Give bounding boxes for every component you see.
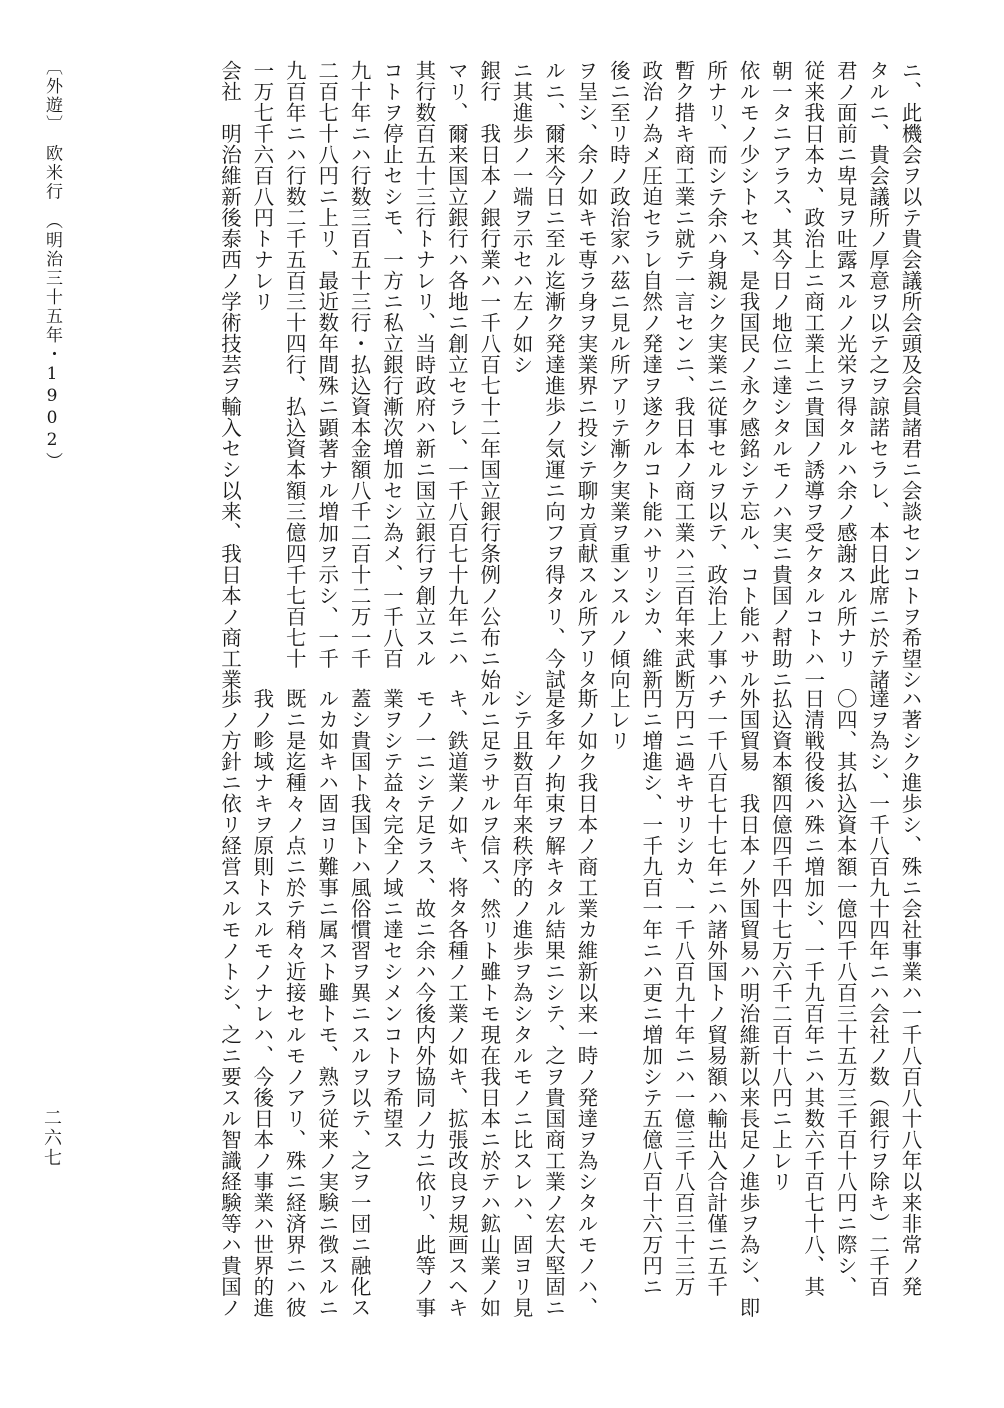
top-text-block [96, 60, 926, 690]
text-column: 銀行 我日本ノ銀行業ハ一千八百七十二年国立銀行条例ノ公布ニ始 [476, 60, 501, 690]
text-column: ルカ如キハ固ヨリ難事ニ属スト雖トモ、熟ラ従来ノ実験ニ徴スルニ [314, 688, 339, 1318]
text-column: 二百七十八円ニ上リ、最近数年間殊ニ顕著ナル増加ヲ示シ、一千 [314, 60, 339, 669]
text-column: 日清戦役後ハ殊ニ増加シ、一千九百年ニハ其数六千百七十八、其 [800, 688, 825, 1297]
text-column: シテ且数百年来秩序的ノ進歩ヲ為シタルモノニ比スレハ、固ヨリ見 [509, 688, 534, 1318]
text-column: コトヲ停止セシモ、一方ニ私立銀行漸次増加セシ為メ、一千八百 [379, 60, 404, 669]
text-column: キ、鉄道業ノ如キ、将タ各種ノ工業ノ如キ、拡張改良ヲ規画スヘキ [444, 688, 469, 1318]
text-column: 一万七千六百八円トナレリ [249, 60, 274, 312]
text-column: 其行数百五十三行トナレリ、当時政府ハ新ニ国立銀行ヲ創立スル [411, 60, 436, 669]
text-column: 斯ノ如ク我日本ノ商工業カ維新以来一時ノ発達ヲ為シタルモノハ、 [573, 688, 598, 1318]
header-title: 欧米行 [42, 144, 62, 202]
text-column: 九百年ニハ行数二千五百三十四行、払込資本額三億四千七百七十 [282, 60, 307, 669]
text-column: 外国貿易 我日本ノ外国貿易ハ明治維新以来長足ノ進歩ヲ為シ、即 [735, 688, 760, 1318]
text-column: ルニ、爾来今日ニ至ル迄漸ク発達進歩ノ気運ニ向フヲ得タリ、今試 [541, 60, 566, 690]
text-column: 是多年ノ拘束ヲ解キタル結果ニシテ、之ヲ貴国商工業ノ宏大堅固ニ [541, 688, 566, 1318]
running-header [40, 58, 65, 471]
text-column: 歩ノ方針ニ依リ経営スルモノトシ、之ニ要スル智識経験等ハ貴国ノ [217, 688, 242, 1318]
text-column: タルニ、貴会議所ノ厚意ヲ以テ之ヲ諒諾セラレ、本日此席ニ於テ諸 [865, 60, 890, 690]
text-column: 払込資本額四億四千四十七万六千二百十八円ニ上レリ [768, 688, 793, 1192]
text-column: 業ヲシテ益々完全ノ域ニ達セシメンコトヲ希望ス [379, 688, 404, 1150]
text-column: 既ニ是迄種々ノ点ニ於テ稍々近接セルモノアリ、殊ニ経済界ニハ彼 [282, 688, 307, 1318]
text-column: 後ニ至リ時ノ政治家ハ茲ニ見ル所アリテ漸ク実業ヲ重ンスルノ傾向 [606, 60, 631, 690]
text-column: 蓋シ貴国ト我国トハ風俗慣習ヲ異ニスルヲ以テ、之ヲ一団ニ融化ス [347, 688, 372, 1318]
text-column: 上レリ [606, 688, 631, 751]
text-column: 所ナリ、而シテ余ハ身親シク実業ニ従事セルヲ以テ、政治上ノ事ハ [703, 60, 728, 690]
text-column: モノ一ニシテ足ラス、故ニ余ハ今後内外協同ノ力ニ依リ、此等ノ事 [411, 688, 436, 1318]
bottom-text-block [96, 688, 926, 1318]
text-column: 円ニ増進シ、一千九百一年ニハ更ニ増加シテ五億八百十六万円ニ [638, 688, 663, 1297]
header-date: （明治三十五年・1902） [42, 220, 62, 471]
page-number: 二六七 [41, 1108, 62, 1168]
header-series: 〔外遊〕 [42, 58, 62, 126]
text-column: 達ヲ為シ、一千八百九十四年ニハ会社ノ数（銀行ヲ除キ）二千百 [865, 688, 890, 1297]
text-column: ニ、此機会ヲ以テ貴会議所会頭及会員諸君ニ会談センコトヲ希望シ [898, 60, 922, 690]
text-column: 朝一タニアラス、其今日ノ地位ニ達シタルモノハ実ニ貴国ノ幇助ニ [768, 60, 793, 690]
text-column: マリ、爾来国立銀行ハ各地ニ創立セラレ、一千八百七十九年ニハ [444, 60, 469, 669]
text-column: 我ノ畛域ナキヲ原則トスルモノナレハ、今後日本ノ事業ハ世界的進 [249, 688, 274, 1318]
text-column: ヲ呈シ、余ノ如キモ専ラ身ヲ実業界ニ投シテ聊カ貢献スル所アリタ [573, 60, 598, 690]
text-column: ハ著シク進歩シ、殊ニ会社事業ハ一千八百八十八年以来非常ノ発 [898, 688, 922, 1297]
text-column: 会社 明治維新後泰西ノ学術技芸ヲ輸入セシ以来、我日本ノ商工業 [217, 60, 242, 690]
text-column: 従来我日本カ、政治上ニ商工業上ニ貴国ノ誘導ヲ受ケタルコトハ一 [800, 60, 825, 690]
text-column: 九十年ニハ行数三百五十三行・払込資本金額八千二百十二万一千 [347, 60, 372, 669]
text-column: 〇四、其払込資本額一億四千八百三十五万三千百十八円ニ際シ、 [833, 688, 858, 1297]
text-column: 政治ノ為メ圧迫セラレ自然ノ発達ヲ遂クルコト能ハサリシカ、維新 [638, 60, 663, 690]
text-column: 依ルモノ少シトセス、是我国民ノ永ク感銘シテ忘ル、コト能ハサル [735, 60, 760, 690]
text-column: 暫ク措キ商工業ニ就テ一言センニ、我日本ノ商工業ハ三百年来武断 [671, 60, 696, 690]
text-column: ルニ足ラサルヲ信ス、然リト雖トモ現在我日本ニ於テハ鉱山業ノ如 [476, 688, 501, 1318]
text-column: ニ其進歩ノ一端ヲ示セハ左ノ如シ [509, 60, 534, 375]
text-column: チ一千八百七十七年ニハ諸外国トノ貿易額ハ輸出入合計僅ニ五千 [703, 688, 728, 1297]
text-column: 君ノ面前ニ卑見ヲ吐露スルノ光栄ヲ得タルハ余ノ感謝スル所ナリ [833, 60, 858, 669]
text-column: 万円ニ過キサリシカ、一千八百九十年ニハ一億三千八百三十三万 [671, 688, 696, 1297]
